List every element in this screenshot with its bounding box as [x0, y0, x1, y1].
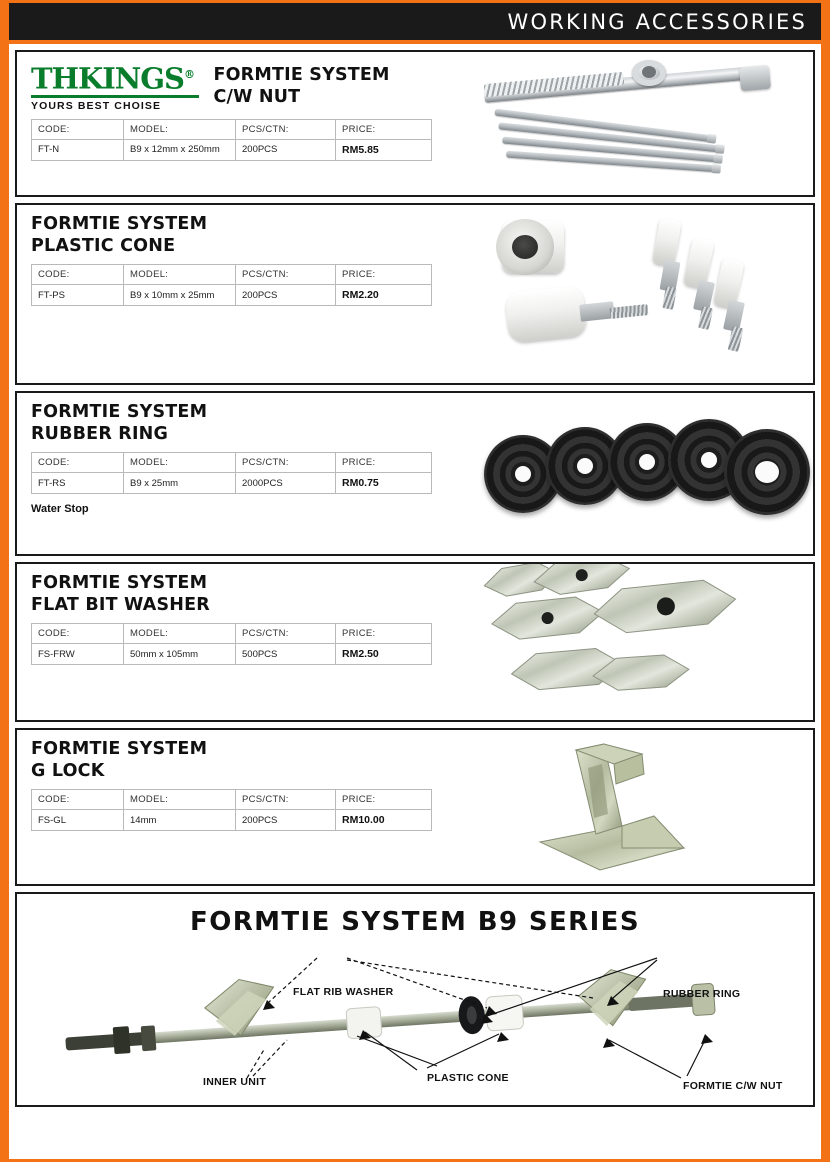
cell-model: B9 x 12mm x 250mm: [124, 139, 236, 160]
product-info: [17, 52, 472, 195]
nut-hole: [642, 66, 656, 78]
diagram-label-rubber-ring: RUBBER RING: [663, 988, 741, 1000]
product-image-g-lock: [472, 730, 813, 884]
product-title-line1: FORMTIE SYSTEM: [31, 402, 208, 422]
header-code: CODE:: [32, 790, 124, 810]
cell-model: B9 x 10mm x 25mm: [124, 285, 236, 306]
product-title: [31, 213, 207, 257]
cone-threaded-stud: [610, 304, 649, 319]
cell-model: B9 x 25mm: [124, 473, 236, 494]
cell-pcs: 2000PCS: [236, 473, 336, 494]
table-header-row: [32, 119, 432, 139]
product-image-plastic-cone: [472, 205, 813, 383]
cell-code: FS-FRW: [32, 644, 124, 665]
header-pcs: PCS/CTN:: [236, 453, 336, 473]
brand-tagline: YOURS BEST CHOISE: [31, 99, 162, 112]
cell-model: 50mm x 105mm: [124, 644, 236, 665]
product-image-flat-bit-washer: [472, 564, 813, 720]
product-title-line1: FORMTIE SYSTEM: [213, 65, 390, 85]
product-card-formtie-cw-nut: [15, 50, 815, 197]
brand-wordmark: [31, 60, 199, 94]
product-title-line2: PLASTIC CONE: [31, 236, 176, 256]
cell-pcs: 200PCS: [236, 285, 336, 306]
cone-body-r1: [652, 217, 682, 266]
header-code: CODE:: [32, 624, 124, 644]
cell-code: FT-PS: [32, 285, 124, 306]
header-price: PRICE:: [336, 119, 432, 139]
header-price: PRICE:: [336, 453, 432, 473]
table-row: [32, 285, 432, 306]
table-header-row: [32, 265, 432, 285]
header-pcs: PCS/CTN:: [236, 790, 336, 810]
diagram-label-flat-rib-washer: FLAT RIB WASHER: [293, 986, 394, 998]
spec-table: [31, 119, 432, 161]
header-code: CODE:: [32, 265, 124, 285]
page-title: WORKING ACCESSORIES: [507, 9, 807, 34]
bolt-head: [739, 65, 771, 92]
rubber-ring-1-hole: [515, 466, 531, 482]
cone-body-angled: [505, 285, 588, 343]
cone-stud-r1: [662, 286, 677, 310]
header-model: MODEL:: [124, 453, 236, 473]
spec-table: [31, 623, 432, 665]
product-title-line1: FORMTIE SYSTEM: [31, 739, 208, 759]
header-price: PRICE:: [336, 624, 432, 644]
brand-logo: [31, 60, 199, 112]
product-title-line2: C/W NUT: [213, 87, 301, 107]
rubber-ring-5-hole: [755, 461, 779, 483]
rubber-ring-3-hole: [639, 454, 655, 470]
table-header-row: [32, 790, 432, 810]
product-title-line1: FORMTIE SYSTEM: [31, 573, 208, 593]
product-title-line2: RUBBER RING: [31, 424, 169, 444]
brand-name-left: TH: [31, 61, 78, 96]
product-card-g-lock: [15, 728, 815, 886]
product-info: [17, 564, 472, 720]
cell-price: RM2.20: [336, 285, 432, 306]
table-row: [32, 473, 432, 494]
product-title-line2: G LOCK: [31, 761, 105, 781]
cell-code: FT-RS: [32, 473, 124, 494]
product-title: [31, 738, 207, 782]
table-row: [32, 810, 432, 831]
product-info: [17, 205, 472, 383]
product-image-rubber-ring: [472, 393, 813, 554]
cell-price: RM0.75: [336, 473, 432, 494]
table-row: [32, 644, 432, 665]
product-card-rubber-ring: [15, 391, 815, 556]
rubber-ring-4-hole: [701, 452, 717, 468]
product-title: [31, 572, 210, 616]
product-title-line2: FLAT BIT WASHER: [31, 595, 210, 615]
product-list: [9, 44, 821, 1129]
spec-table: [31, 264, 432, 306]
header-model: MODEL:: [124, 624, 236, 644]
diagram-title: FORMTIE SYSTEM B9 SERIES: [190, 907, 640, 937]
g-lock-illustration: [472, 730, 815, 886]
header-price: PRICE:: [336, 790, 432, 810]
diagram-label-formtie-cw-nut: FORMTIE C/W NUT: [683, 1080, 783, 1092]
product-title: [31, 401, 207, 445]
cell-pcs: 500PCS: [236, 644, 336, 665]
header-model: MODEL:: [124, 119, 236, 139]
diagram-label-plastic-cone: PLASTIC CONE: [427, 1072, 509, 1084]
header-code: CODE:: [32, 119, 124, 139]
product-card-flat-bit-washer: [15, 562, 815, 722]
spec-table: [31, 789, 432, 831]
product-title-line1: FORMTIE SYSTEM: [31, 214, 208, 234]
cell-price: RM5.85: [336, 139, 432, 160]
page-bottom-spacer: [15, 1111, 815, 1129]
cell-code: FT-N: [32, 139, 124, 160]
brand-name-right: KINGS: [77, 61, 184, 96]
header-pcs: PCS/CTN:: [236, 265, 336, 285]
header-model: MODEL:: [124, 265, 236, 285]
table-header-row: [32, 624, 432, 644]
page-header: [9, 3, 821, 40]
product-info: [17, 393, 472, 554]
cell-pcs: 200PCS: [236, 810, 336, 831]
product-note: Water Stop: [31, 503, 89, 515]
washer-illustration: [472, 564, 815, 722]
diagram-label-inner-unit: INNER UNIT: [203, 1076, 267, 1088]
product-image-formtie-cw-nut: [472, 52, 813, 195]
header-price: PRICE:: [336, 265, 432, 285]
formtie-system-diagram: [15, 892, 815, 1107]
registered-trademark-icon: ®: [183, 68, 194, 81]
rubber-ring-2-hole: [577, 458, 593, 474]
product-card-plastic-cone: [15, 203, 815, 385]
header-code: CODE:: [32, 453, 124, 473]
cell-price: RM2.50: [336, 644, 432, 665]
cone-hole-front: [512, 235, 538, 259]
cell-code: FS-GL: [32, 810, 124, 831]
product-info: [17, 730, 472, 884]
header-pcs: PCS/CTN:: [236, 119, 336, 139]
cell-pcs: 200PCS: [236, 139, 336, 160]
cell-price: RM10.00: [336, 810, 432, 831]
spec-table: [31, 452, 432, 494]
table-header-row: [32, 453, 432, 473]
cell-model: 14mm: [124, 810, 236, 831]
header-model: MODEL:: [124, 790, 236, 810]
table-row: [32, 139, 432, 160]
product-title: [213, 60, 389, 108]
header-pcs: PCS/CTN:: [236, 624, 336, 644]
